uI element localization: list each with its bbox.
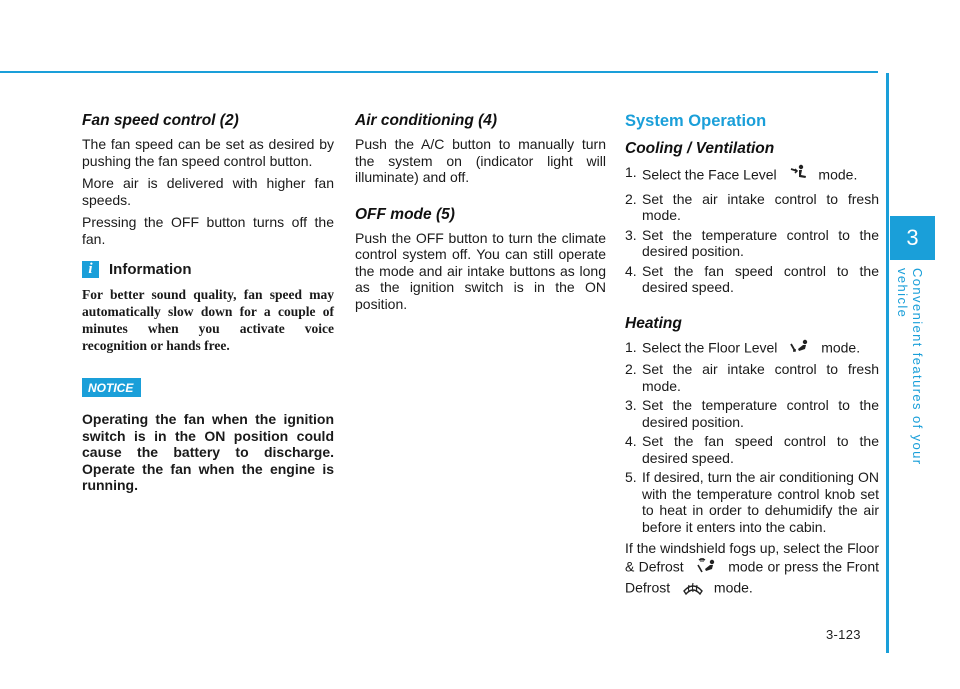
list-item: 5. If desired, turn the air conditioning ON with the temperature control knob set to heat in order to dehumidify the air before it enters into the cabin. <box>625 469 879 535</box>
floor-level-icon <box>789 339 811 359</box>
heating-heading: Heating <box>625 314 682 332</box>
information-header <box>82 261 334 278</box>
list-item: 1. Select the Floor Level mode. <box>625 339 879 359</box>
list-item: 2. Set the air intake control to fresh mode. <box>625 190 879 223</box>
column-middle <box>355 112 606 318</box>
fan-speed-heading: Fan speed control (2) <box>82 112 239 129</box>
list-item: 3. Set the temperature control to the desired position. <box>625 397 879 430</box>
list-item: 2. Set the air intake control to fresh mode. <box>625 361 879 394</box>
header-rule <box>0 71 878 73</box>
page-number: 3-123 <box>826 627 861 642</box>
list-item: 4. Set the fan speed control to the desired speed. <box>625 262 879 295</box>
fan-speed-paragraph-1: The fan speed can be set as desired by pushing the fan speed control button. <box>82 136 334 169</box>
off-mode-text: Push the OFF button to turn the climate control system off. You can still operate the mode and air intake buttons as long as the ignition switch is in the ON position. <box>355 229 606 312</box>
floor-defrost-icon <box>696 557 718 579</box>
cooling-ventilation-heading: Cooling / Ventilation <box>625 140 775 157</box>
list-item: 3. Set the temperature control to the desired position. <box>625 226 879 259</box>
information-text: For better sound quality, fan speed may automatically slow down for a couple of minutes when you activate voice recognition or hands free. <box>82 287 334 353</box>
system-operation-title: System Operation <box>625 112 767 130</box>
column-left <box>82 112 334 494</box>
cooling-steps <box>625 164 879 296</box>
list-item: 4. Set the fan speed control to the desired speed. <box>625 433 879 466</box>
notice-badge: NOTICE <box>82 378 141 397</box>
air-conditioning-text: Push the A/C button to manually turn the system on (indicator light will illuminate) and off. <box>355 136 606 185</box>
front-defrost-icon <box>682 578 704 600</box>
column-right <box>625 112 879 606</box>
chapter-number-tab: 3 <box>890 216 935 260</box>
chapter-title: Convenient features of your vehicle <box>895 268 925 466</box>
heating-steps <box>625 339 879 536</box>
air-conditioning-heading: Air conditioning (4) <box>355 112 498 129</box>
fan-speed-paragraph-2: More air is delivered with higher fan speeds. <box>82 175 334 208</box>
face-level-icon <box>789 164 809 188</box>
off-mode-heading: OFF mode (5) <box>355 205 455 223</box>
info-icon: i <box>82 261 99 278</box>
fan-speed-paragraph-3: Pressing the OFF button turns off the fan. <box>82 214 334 247</box>
list-item: 1. Select the Face Level mode. <box>625 164 879 188</box>
information-title: Information <box>109 261 192 278</box>
defrost-paragraph: If the windshield fogs up, select the Floor & Defrost mode or press the Front Defrost mode. <box>625 540 879 600</box>
side-rule <box>886 73 889 653</box>
notice-text: Operating the fan when the ignition switch is in the ON position could cause the battery to discharge. Operate the fan when the engine is running. <box>82 411 334 493</box>
